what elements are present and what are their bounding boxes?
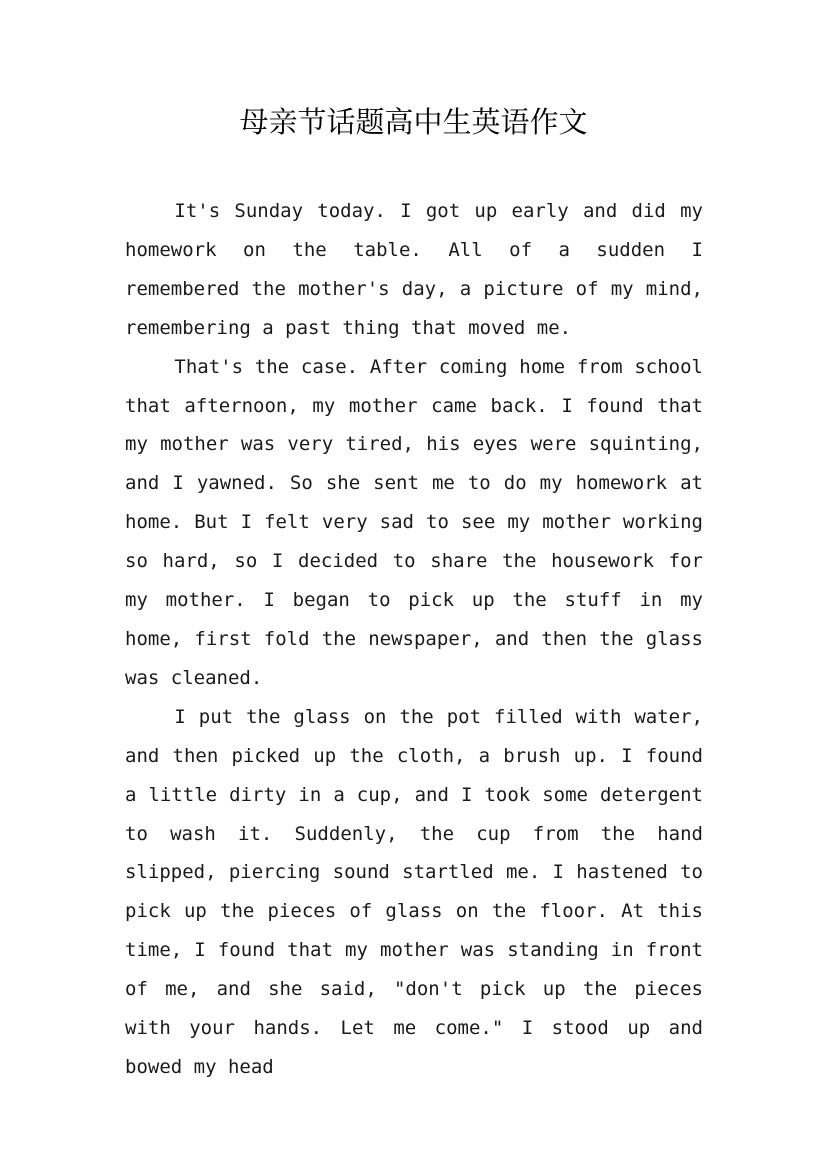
document-title: 母亲节话题高中生英语作文 [239, 105, 588, 139]
paragraph-2: That's the case. After coming home from school that afternoon, my mother came back. I found that my mother was very tired, his eyes were squinting, and I yawned. So she sent me to do my homework at home. But I felt very sad to see my mother working so hard, so I decided to share the housework for my mother. I began to pick up the stuff in my home, first fold the newspaper, and then the glass was cleaned. [125, 355, 703, 689]
document-body [125, 192, 703, 1087]
paragraph-1: It's Sunday today. I got up early and did my homework on the table. All of a sudden I remembered the mother's day, a picture of my mind, remembering a past thing that moved me. [125, 200, 703, 339]
paragraph-3: I put the glass on the pot filled with water, and then picked up the cloth, a brush up. I found a little dirty in a cup, and I took some detergent to wash it. Suddenly, the cup from the hand slipped, piercing sound startled me. I hastened to pick up the pieces of glass on the floor. At this time, I found that my mother was standing in front of me, and she said, "don't pick up the pieces with your hands. Let me come." I stood up and bowed my head [125, 705, 703, 1078]
